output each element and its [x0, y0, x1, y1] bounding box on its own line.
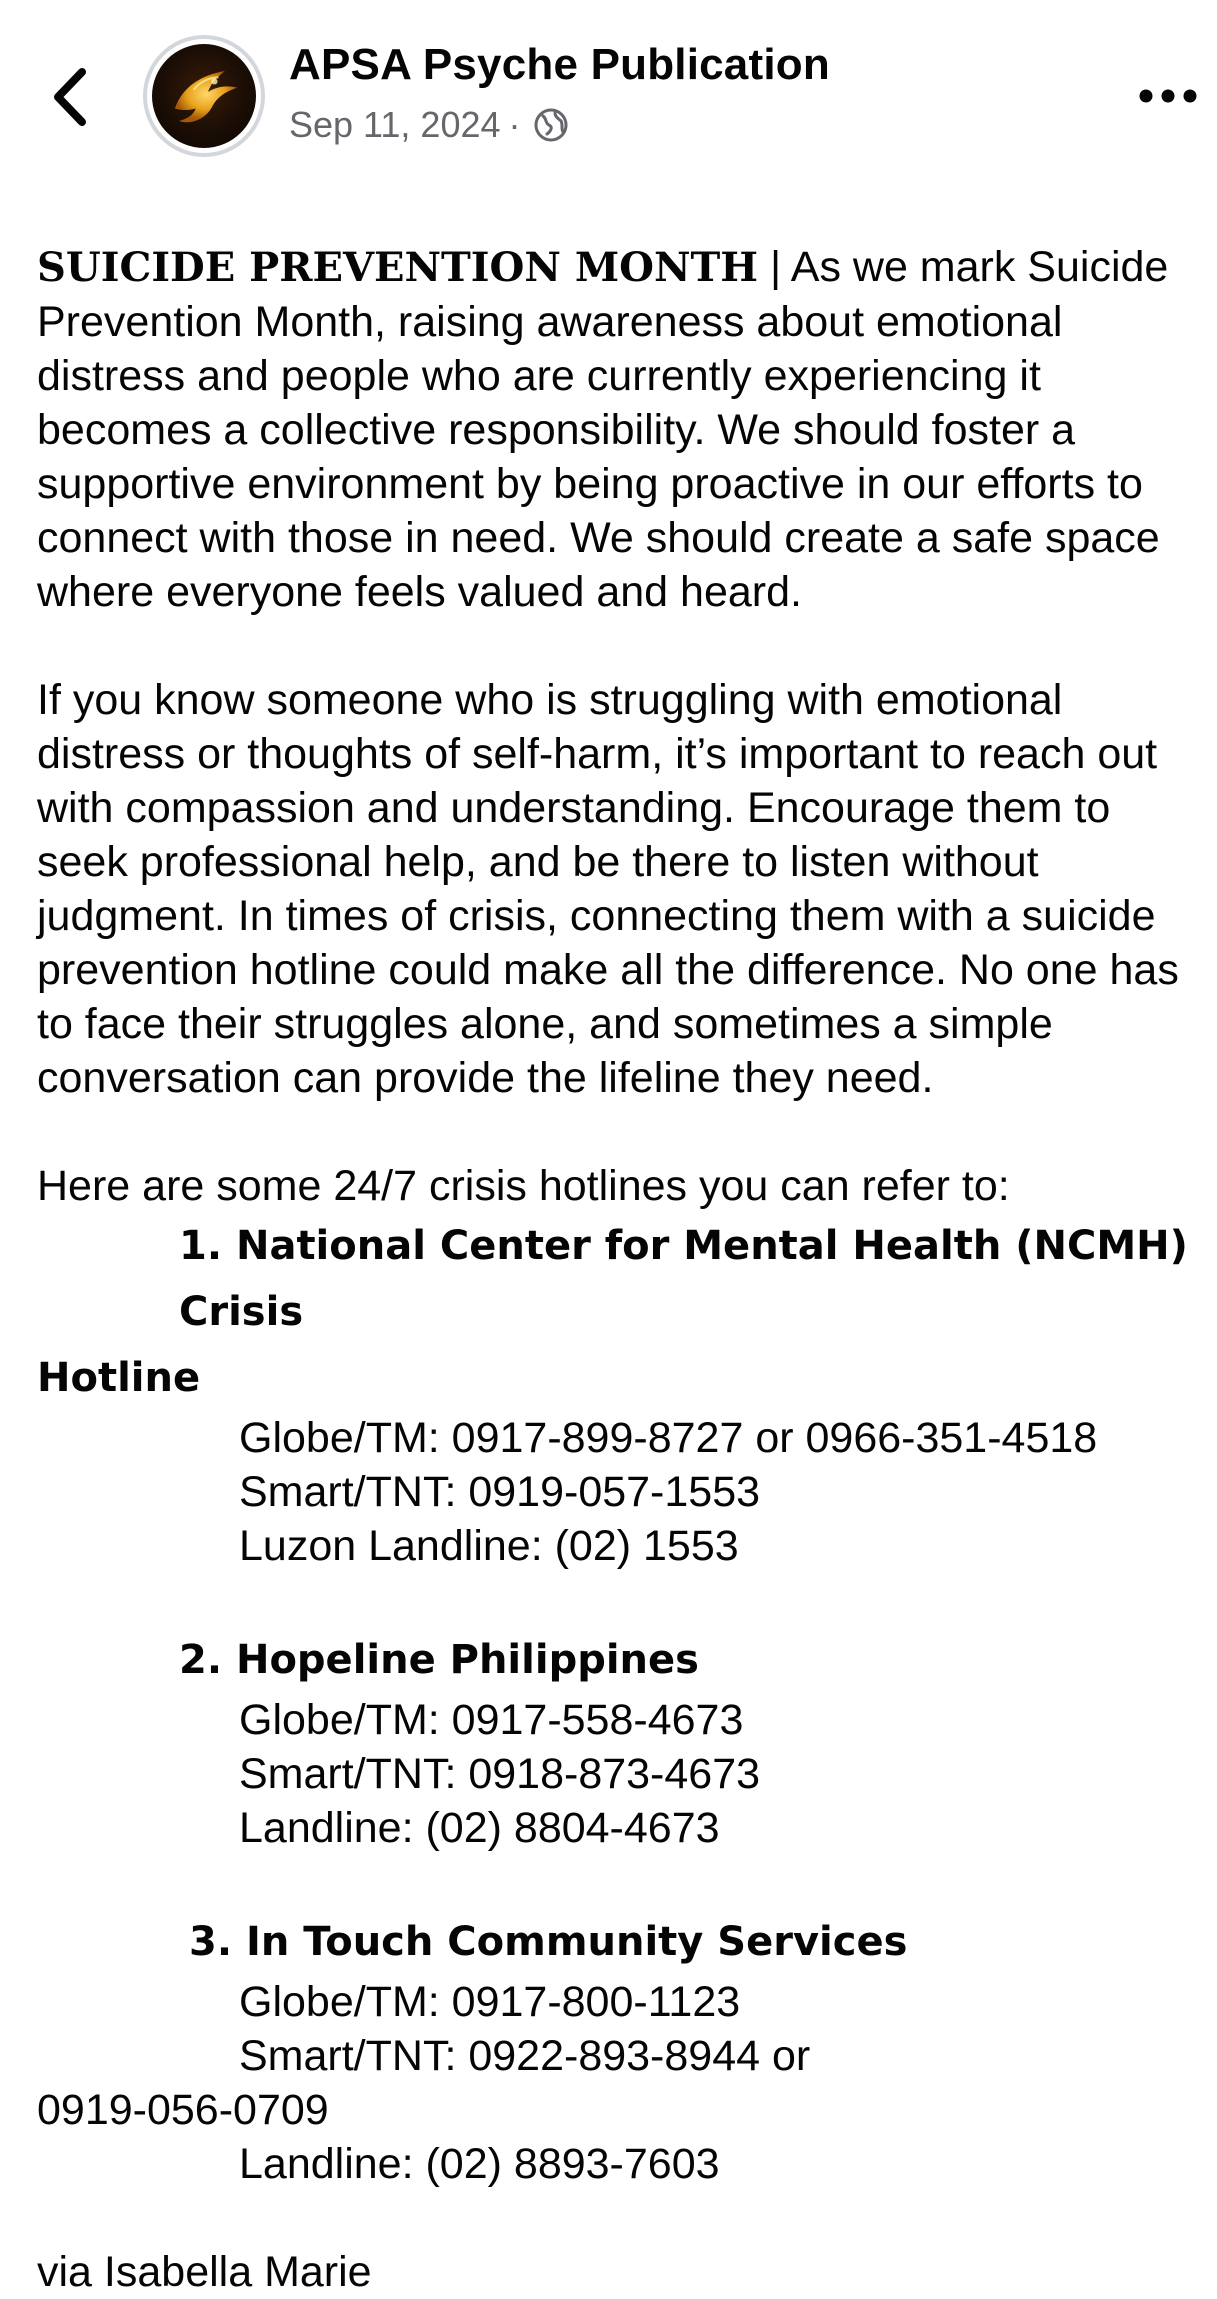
more-horizontal-icon	[1138, 78, 1198, 114]
hotline-line[interactable]: Luzon Landline: (02) 1553	[239, 1522, 739, 1570]
post-meta	[289, 104, 569, 146]
page-avatar[interactable]	[143, 35, 265, 157]
hotline-line[interactable]: Globe/TM: 0917-800-1123	[239, 1978, 741, 2026]
hotline-list	[37, 1213, 1207, 2191]
hotline-item	[37, 1909, 1207, 2191]
hotline-item	[37, 1627, 1207, 1855]
hotline-line[interactable]: 0919-056-0709	[37, 2086, 329, 2134]
hotline-line[interactable]: Smart/TNT: 0922-893-8944 or	[239, 2032, 811, 2080]
meta-separator: ·	[508, 104, 521, 145]
hotline-line[interactable]: Globe/TM: 0917-558-4673	[239, 1696, 744, 1744]
post-credit: via Isabella Marie	[37, 2248, 372, 2296]
hotline-line[interactable]: Landline: (02) 8893-7603	[239, 2140, 720, 2188]
chevron-left-icon	[40, 62, 100, 132]
globe-icon	[533, 107, 569, 143]
post-lead-text: | As we mark Suicide Prevention Month, raising awareness about emotional distress and people who are currently experiencing it becomes a collective responsibility. We should foster a supportive environment by being proactive in our efforts to connect with those in need. We should create a safe space where everyone feels valued and heard.	[37, 243, 1169, 616]
hotline-line[interactable]: Landline: (02) 8804-4673	[239, 1804, 720, 1852]
hotline-title-continued: Hotline	[37, 1355, 201, 1401]
page-name[interactable]: APSA Psyche Publication	[289, 40, 830, 89]
post-paragraph-2: If you know someone who is struggling with emotional distress or thoughts of self-harm, it’s important to reach out with compassion and understanding. Encourage them to seek professional help, and be there to listen without judgment. In times of crisis, connecting them with a suicide prevention hotline could make all the difference. No one has to face their struggles alone, and sometimes a simple conversation can provide the lifeline they need.	[37, 676, 1179, 1102]
post-lead-title: SUICIDE PREVENTION MONTH	[37, 244, 759, 291]
hotline-title: 2. Hopeline Philippines	[179, 1637, 699, 1683]
hotline-title: 3. In Touch Community Services	[189, 1919, 908, 1965]
hotline-item	[37, 1213, 1207, 1573]
post-paragraph-1	[37, 240, 1207, 619]
post-header	[0, 0, 1217, 190]
hotline-line[interactable]: Smart/TNT: 0918-873-4673	[239, 1750, 761, 1798]
hotlines-intro: Here are some 24/7 crisis hotlines you can refer to:	[37, 1162, 1010, 1210]
post-body	[37, 240, 1207, 2299]
post-date[interactable]: Sep 11, 2024	[289, 104, 501, 145]
hotline-line[interactable]: Globe/TM: 0917-899-8727 or 0966-351-4518	[239, 1414, 1098, 1462]
hotline-line[interactable]: Smart/TNT: 0919-057-1553	[239, 1468, 761, 1516]
phoenix-logo-icon	[152, 44, 256, 148]
back-button[interactable]	[40, 62, 100, 132]
hotline-title: 1. National Center for Mental Health (NCMH) Crisis	[179, 1223, 1188, 1335]
more-options-button[interactable]	[1138, 78, 1198, 114]
